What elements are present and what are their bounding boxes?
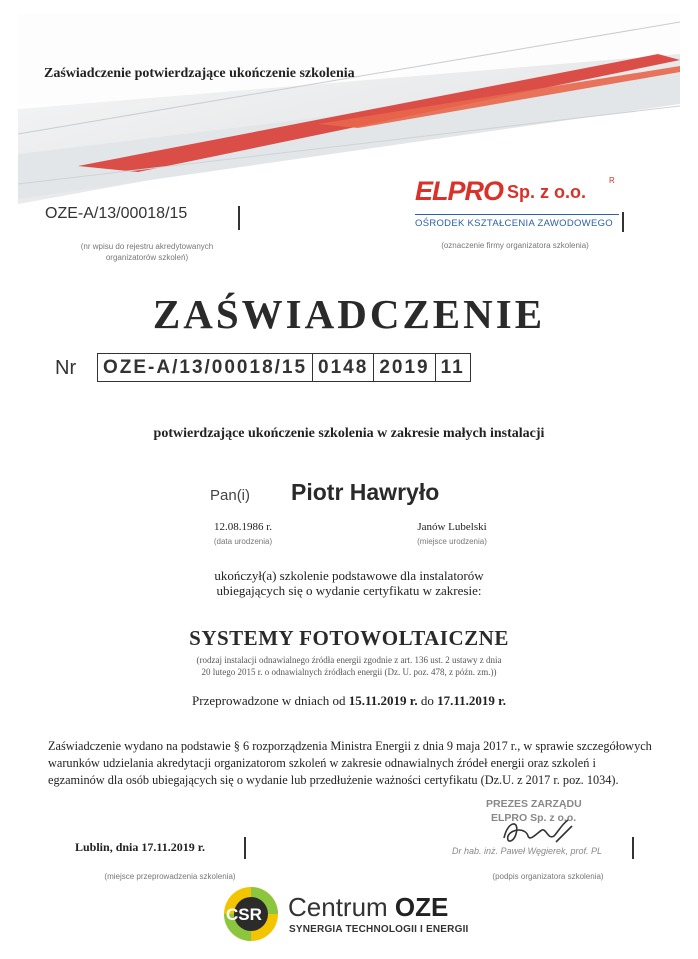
specialty-note-line2: 20 lutego 2015 r. o odnawialnych źródłach energii (Dz. U. poz. 478, z późn. zm.)) (201, 667, 497, 677)
course-specialty: SYSTEMY FOTOWOLTAICZNE (189, 626, 509, 650)
header-title: Zaświadczenie potwierdzające ukończenie szkolenia (44, 66, 355, 81)
footer-brand (288, 892, 448, 923)
dates-mid: do (417, 693, 438, 708)
dates-prefix: Przeprowadzone w dniach od (192, 693, 349, 708)
elpro-logo-registered: R (609, 176, 615, 185)
course-dates (0, 693, 698, 709)
birth-date: 12.08.1986 r. (213, 521, 273, 533)
legal-basis-paragraph: Zaświadczenie wydano na podstawie § 6 rozporządzenia Ministra Energii z dnia 9 maja 2017 r., w sprawie szczegółowych warunków udzielania akredytacji organizatorom szkoleń w zakresie odnawialnych źródeł energii oraz szkoleń i egzaminów dla osób ubiegających się o wydanie lub przedłużenie ważności certyfikatu (Dz.U. z 2017 r. poz. 1034). (48, 739, 652, 787)
signature-bracket (632, 837, 634, 859)
birth-place: Janów Lubelski (417, 521, 487, 533)
registry-note-line2: organizatorów szkoleń) (105, 253, 189, 262)
footer-tagline: SYNERGIA TECHNOLOGII I ENERGII (289, 924, 469, 935)
nr-label: Nr (55, 357, 77, 379)
nr-part-sequence: 0148 (312, 354, 373, 381)
elpro-logo-name: ELPRO (415, 176, 504, 206)
course-description-line1: ukończył(a) szkolenie podstawowe dla instalatorów (214, 568, 484, 583)
registry-number-note (62, 241, 232, 263)
place-note: (miejsce przeprowadzenia szkolenia) (104, 872, 236, 881)
registry-note-line1: (nr wpisu do rejestru akredytowanych (80, 242, 214, 251)
brand-bold: OZE (394, 892, 449, 922)
registry-number: OZE-A/13/00018/15 (45, 205, 188, 222)
handwritten-signature (498, 814, 588, 848)
nr-part-registry: OZE-A/13/00018/15 (103, 357, 308, 378)
salutation-label: Pan(i) (210, 487, 251, 504)
document-title: ZAŚWIADCZENIE (152, 291, 546, 337)
signer-role: PREZES ZARZĄDU (486, 798, 582, 810)
certificate-number-box (97, 353, 471, 382)
birth-date-label: (data urodzenia) (213, 537, 273, 546)
person-name: Piotr Hawryło (291, 479, 440, 505)
signature-note: (podpis organizatora szkolenia) (492, 872, 604, 881)
csr-badge-text: CSR (226, 905, 262, 924)
document-subtitle: potwierdzające ukończenie szkolenia w zakresie małych instalacji (153, 426, 545, 441)
elpro-logo-tagline: OŚRODEK KSZTAŁCENIA ZAWODOWEGO (415, 218, 613, 229)
birth-place-label: (miejsce urodzenia) (417, 537, 487, 546)
date-to: 17.11.2019 r. (437, 693, 506, 708)
registry-number-bracket (238, 206, 240, 230)
elpro-logo (415, 176, 625, 234)
organizer-note: (oznaczenie firmy organizatora szkolenia) (441, 241, 589, 250)
place-bracket (244, 837, 246, 859)
date-from: 15.11.2019 r. (348, 693, 418, 708)
nr-part-year: 2019 (373, 354, 434, 381)
signer-organization: ELPRO Sp. z o.o. (491, 812, 577, 824)
brand-prefix: Centrum (288, 892, 395, 922)
signer-name: Dr hab. inż. Paweł Węgierek, prof. PL (452, 846, 603, 856)
specialty-note-line1: (rodzaj instalacji odnawialnego źródła energii zgodnie z art. 136 ust. 2 ustawy z dnia (196, 655, 502, 665)
elpro-logo-suffix: Sp. z o.o. (507, 182, 586, 202)
course-description-line2: ubiegających się o wydanie certyfikatu w zakresie: (216, 583, 482, 598)
place-and-date: Lublin, dnia 17.11.2019 r. (75, 840, 205, 854)
nr-part-month: 11 (435, 354, 470, 381)
